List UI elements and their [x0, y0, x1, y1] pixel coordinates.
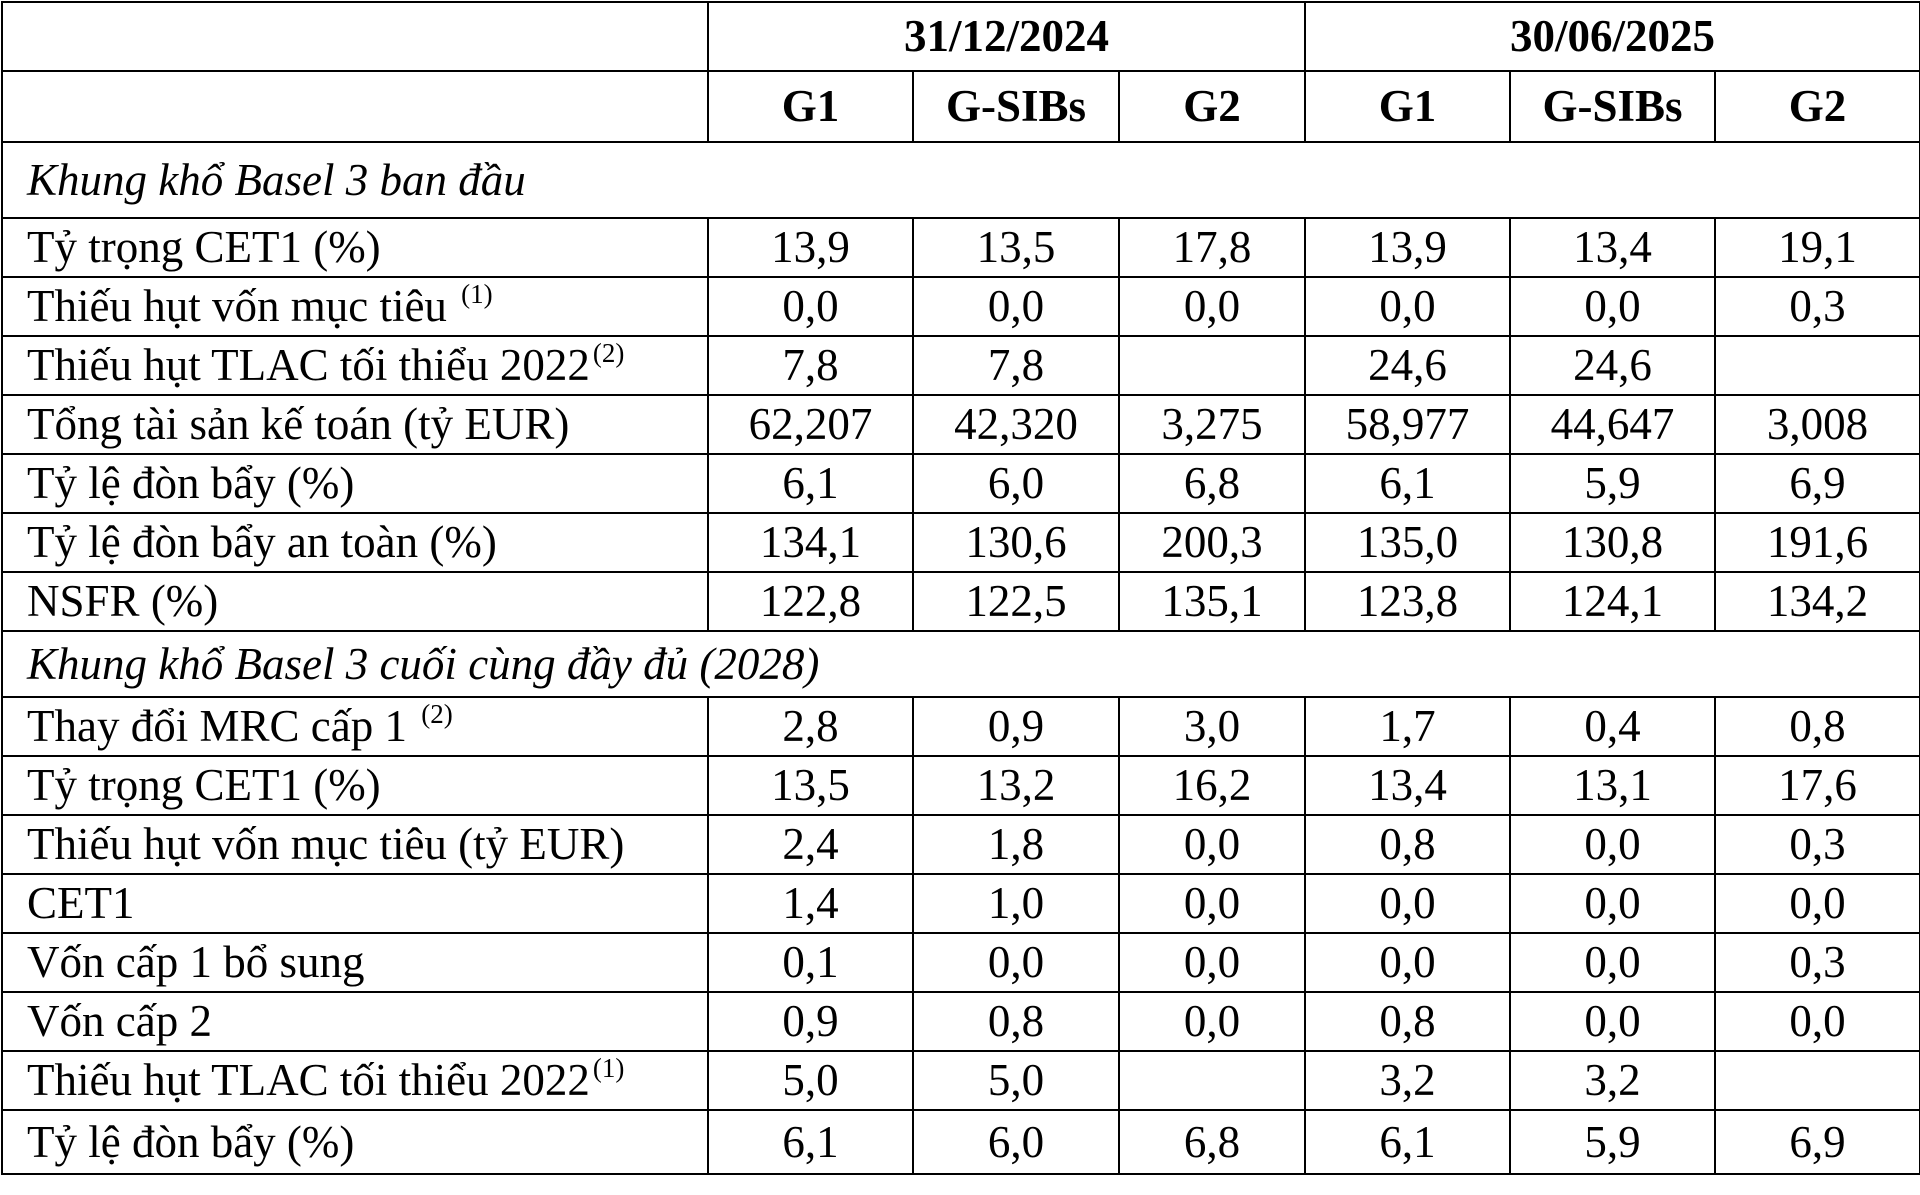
value-cell: 0,8 — [1305, 992, 1510, 1051]
value-cell: 0,0 — [1305, 933, 1510, 992]
value-cell: 16,2 — [1119, 756, 1305, 815]
value-cell: 7,8 — [708, 336, 913, 395]
value-cell: 0,0 — [1119, 992, 1305, 1051]
value-cell: 5,9 — [1510, 454, 1715, 513]
value-cell: 0,3 — [1715, 815, 1920, 874]
value-cell: 0,8 — [1305, 815, 1510, 874]
table-row — [2, 815, 1920, 874]
row-label: Tỷ lệ đòn bẩy (%) — [27, 458, 355, 508]
table-row — [2, 992, 1920, 1051]
value-cell: 3,2 — [1510, 1051, 1715, 1110]
table-row — [2, 1110, 1920, 1174]
value-cell: 13,9 — [708, 218, 913, 277]
footnote-marker: (1) — [592, 1053, 625, 1083]
value-cell: 13,2 — [913, 756, 1119, 815]
row-label-cell — [2, 572, 708, 631]
row-label-cell — [2, 336, 708, 395]
value-cell: 0,0 — [1715, 874, 1920, 933]
value-cell: 17,6 — [1715, 756, 1920, 815]
basel-metrics-table — [1, 1, 1920, 1175]
row-label-cell — [2, 1110, 708, 1174]
period-header-2025: 30/06/2025 — [1305, 2, 1920, 71]
row-label: Thay đổi MRC cấp 1 — [27, 701, 419, 751]
row-label: Vốn cấp 2 — [27, 996, 212, 1046]
row-label: Thiếu hụt vốn mục tiêu (tỷ EUR) — [27, 819, 625, 869]
table-row — [2, 1051, 1920, 1110]
row-label: NSFR (%) — [27, 576, 219, 626]
row-label: Tỷ lệ đòn bẩy (%) — [27, 1116, 355, 1167]
value-cell: 130,6 — [913, 513, 1119, 572]
value-cell: 1,8 — [913, 815, 1119, 874]
value-cell: 0,9 — [708, 992, 913, 1051]
value-cell: 0,0 — [1510, 874, 1715, 933]
section-title: Khung khổ Basel 3 cuối cùng đầy đủ (2028) — [2, 631, 1920, 697]
value-cell: 0,0 — [1119, 874, 1305, 933]
column-header-gsibs-2025: G-SIBs — [1510, 71, 1715, 142]
row-label-cell — [2, 1051, 708, 1110]
row-label: Vốn cấp 1 bổ sung — [27, 937, 365, 987]
footnote-marker: (2) — [421, 699, 453, 729]
value-cell: 130,8 — [1510, 513, 1715, 572]
value-cell: 62,207 — [708, 395, 913, 454]
value-cell: 1,0 — [913, 874, 1119, 933]
row-label: Tỷ trọng CET1 (%) — [27, 222, 381, 272]
value-cell: 2,4 — [708, 815, 913, 874]
row-label-cell — [2, 395, 708, 454]
value-cell: 58,977 — [1305, 395, 1510, 454]
group-header-row — [2, 71, 1920, 142]
value-cell: 134,1 — [708, 513, 913, 572]
value-cell: 135,1 — [1119, 572, 1305, 631]
value-cell: 0,0 — [1305, 277, 1510, 336]
value-cell: 0,0 — [1305, 874, 1510, 933]
corner-cell — [2, 2, 708, 71]
row-label: Tổng tài sản kế toán (tỷ EUR) — [27, 399, 570, 449]
row-label: Tỷ lệ đòn bẩy an toàn (%) — [27, 517, 497, 567]
value-cell: 123,8 — [1305, 572, 1510, 631]
row-label: Thiếu hụt TLAC tối thiểu 2022 — [27, 340, 590, 390]
value-cell: 7,8 — [913, 336, 1119, 395]
column-header-gsibs-2024: G-SIBs — [913, 71, 1119, 142]
row-label: Thiếu hụt TLAC tối thiểu 2022 — [27, 1055, 590, 1105]
value-cell: 3,0 — [1119, 697, 1305, 756]
value-cell: 6,0 — [913, 454, 1119, 513]
value-cell: 0,0 — [1510, 933, 1715, 992]
column-header-g1-2025: G1 — [1305, 71, 1510, 142]
value-cell: 0,0 — [1119, 815, 1305, 874]
value-cell: 3,2 — [1305, 1051, 1510, 1110]
row-label-cell — [2, 454, 708, 513]
value-cell: 1,7 — [1305, 697, 1510, 756]
value-cell: 0,0 — [1510, 992, 1715, 1051]
row-label-cell — [2, 513, 708, 572]
table-row — [2, 218, 1920, 277]
value-cell: 6,1 — [708, 454, 913, 513]
value-cell: 19,1 — [1715, 218, 1920, 277]
section-row — [2, 631, 1920, 697]
value-cell: 6,8 — [1119, 1110, 1305, 1174]
value-cell: 0,1 — [708, 933, 913, 992]
value-cell: 3,008 — [1715, 395, 1920, 454]
value-cell: 13,9 — [1305, 218, 1510, 277]
value-cell: 0,0 — [1510, 277, 1715, 336]
value-cell: 42,320 — [913, 395, 1119, 454]
value-cell: 0,0 — [1510, 815, 1715, 874]
value-cell: 0,8 — [1715, 697, 1920, 756]
value-cell — [1715, 1051, 1920, 1110]
column-header-g1-2024: G1 — [708, 71, 913, 142]
row-label-cell — [2, 756, 708, 815]
value-cell: 6,0 — [913, 1110, 1119, 1174]
value-cell: 13,4 — [1510, 218, 1715, 277]
row-label-cell — [2, 874, 708, 933]
row-label: Tỷ trọng CET1 (%) — [27, 760, 381, 810]
row-label-cell — [2, 992, 708, 1051]
value-cell: 6,1 — [1305, 1110, 1510, 1174]
row-label-cell — [2, 218, 708, 277]
value-cell: 13,4 — [1305, 756, 1510, 815]
row-label-cell — [2, 277, 708, 336]
value-cell: 0,0 — [1119, 277, 1305, 336]
value-cell: 135,0 — [1305, 513, 1510, 572]
row-label-cell — [2, 815, 708, 874]
value-cell: 6,8 — [1119, 454, 1305, 513]
value-cell: 3,275 — [1119, 395, 1305, 454]
footnote-marker: (1) — [461, 279, 493, 309]
row-label-cell — [2, 933, 708, 992]
row-label-cell — [2, 697, 708, 756]
value-cell: 5,9 — [1510, 1110, 1715, 1174]
value-cell: 6,9 — [1715, 454, 1920, 513]
value-cell: 6,1 — [708, 1110, 913, 1174]
value-cell — [1715, 336, 1920, 395]
value-cell: 122,5 — [913, 572, 1119, 631]
row-label: CET1 — [27, 878, 135, 928]
value-cell — [1119, 336, 1305, 395]
table-row — [2, 513, 1920, 572]
value-cell — [1119, 1051, 1305, 1110]
table-row — [2, 277, 1920, 336]
column-header-g2-2025: G2 — [1715, 71, 1920, 142]
value-cell: 5,0 — [708, 1051, 913, 1110]
value-cell: 0,0 — [1119, 933, 1305, 992]
value-cell: 5,0 — [913, 1051, 1119, 1110]
group-header-corner — [2, 71, 708, 142]
value-cell: 44,647 — [1510, 395, 1715, 454]
value-cell: 0,3 — [1715, 933, 1920, 992]
value-cell: 124,1 — [1510, 572, 1715, 631]
value-cell: 0,0 — [708, 277, 913, 336]
table-row — [2, 454, 1920, 513]
table-row — [2, 874, 1920, 933]
value-cell: 122,8 — [708, 572, 913, 631]
value-cell: 13,5 — [913, 218, 1119, 277]
table-row — [2, 572, 1920, 631]
value-cell: 24,6 — [1510, 336, 1715, 395]
table-row — [2, 756, 1920, 815]
value-cell: 0,9 — [913, 697, 1119, 756]
value-cell: 0,8 — [913, 992, 1119, 1051]
value-cell: 0,0 — [1715, 992, 1920, 1051]
table-row — [2, 395, 1920, 454]
column-header-g2-2024: G2 — [1119, 71, 1305, 142]
table-row — [2, 336, 1920, 395]
table-body — [2, 142, 1920, 1174]
section-title: Khung khổ Basel 3 ban đầu — [2, 142, 1920, 218]
value-cell: 6,9 — [1715, 1110, 1920, 1174]
footnote-marker: (2) — [592, 338, 625, 368]
value-cell: 17,8 — [1119, 218, 1305, 277]
value-cell: 13,1 — [1510, 756, 1715, 815]
value-cell: 6,1 — [1305, 454, 1510, 513]
value-cell: 134,2 — [1715, 572, 1920, 631]
value-cell: 13,5 — [708, 756, 913, 815]
value-cell: 0,0 — [913, 277, 1119, 336]
section-row — [2, 142, 1920, 218]
value-cell: 0,4 — [1510, 697, 1715, 756]
value-cell: 24,6 — [1305, 336, 1510, 395]
value-cell: 1,4 — [708, 874, 913, 933]
value-cell: 0,3 — [1715, 277, 1920, 336]
value-cell: 191,6 — [1715, 513, 1920, 572]
table-row — [2, 697, 1920, 756]
row-label: Thiếu hụt vốn mục tiêu — [27, 281, 459, 331]
period-header-2024: 31/12/2024 — [708, 2, 1305, 71]
value-cell: 200,3 — [1119, 513, 1305, 572]
period-header-row — [2, 2, 1920, 71]
table-row — [2, 933, 1920, 992]
value-cell: 0,0 — [913, 933, 1119, 992]
value-cell: 2,8 — [708, 697, 913, 756]
